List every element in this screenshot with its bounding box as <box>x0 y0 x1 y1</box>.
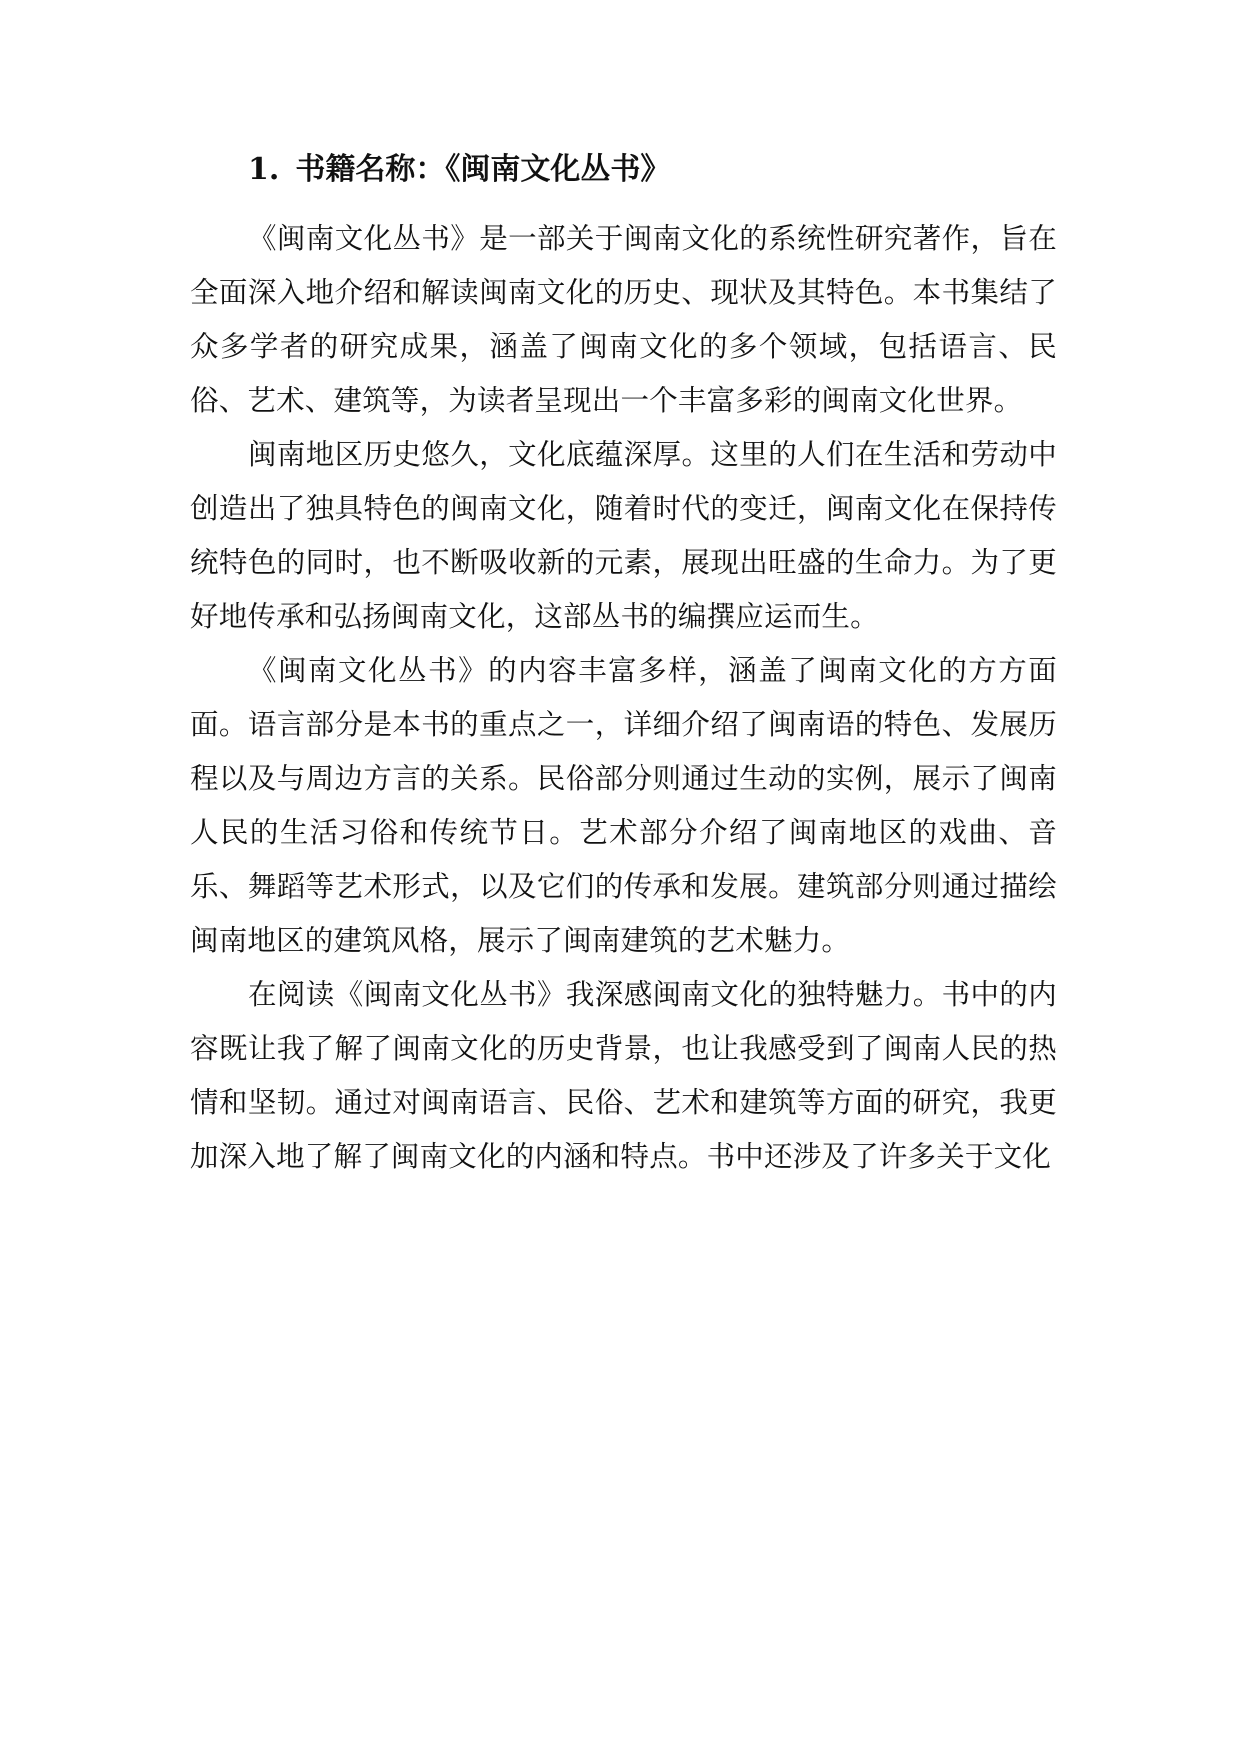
paragraph-intro: 《闽南文化丛书》是一部关于闽南文化的系统性研究著作，旨在全面深入地介绍和解读闽南文化的历史、现状及其特色。本书集结了众多学者的研究成果，涵盖了闽南文化的多个领域，包括语言、民俗、艺术、建筑等，为读者呈现出一个丰富多彩的闽南文化世界。 <box>190 222 1057 417</box>
paragraph-history: 闽南地区历史悠久，文化底蕴深厚。这里的人们在生活和劳动中创造出了独具特色的闽南文化，随着时代的变迁，闽南文化在保持传统特色的同时，也不断吸收新的元素，展现出旺盛的生命力。为了更好地传承和弘扬闽南文化，这部丛书的编撰应运而生。 <box>190 438 1057 633</box>
section-heading <box>190 150 1057 190</box>
paragraph-reflection: 在阅读《闽南文化丛书》我深感闽南文化的独特魅力。书中的内容既让我了解了闽南文化的历史背景，也让我感受到了闽南人民的热情和坚韧。通过对闽南语言、民俗、艺术和建筑等方面的研究，我更加深入地了解了闽南文化的内涵和特点。书中还涉及了许多关于文化 <box>190 978 1057 1173</box>
book-title: 书籍名称：《闽南文化丛书》 <box>295 152 671 187</box>
document-body <box>190 150 1057 1184</box>
paragraph-contents: 《闽南文化丛书》的内容丰富多样，涵盖了闽南文化的方方面面。语言部分是本书的重点之一，详细介绍了闽南语的特色、发展历程以及与周边方言的关系。民俗部分则通过生动的实例，展示了闽南人民的生活习俗和传统节日。艺术部分介绍了闽南地区的戏曲、音乐、舞蹈等艺术形式，以及它们的传承和发展。建筑部分则通过描绘闽南地区的建筑风格，展示了闽南建筑的艺术魅力。 <box>190 654 1057 957</box>
section-number: 1. <box>248 152 280 187</box>
